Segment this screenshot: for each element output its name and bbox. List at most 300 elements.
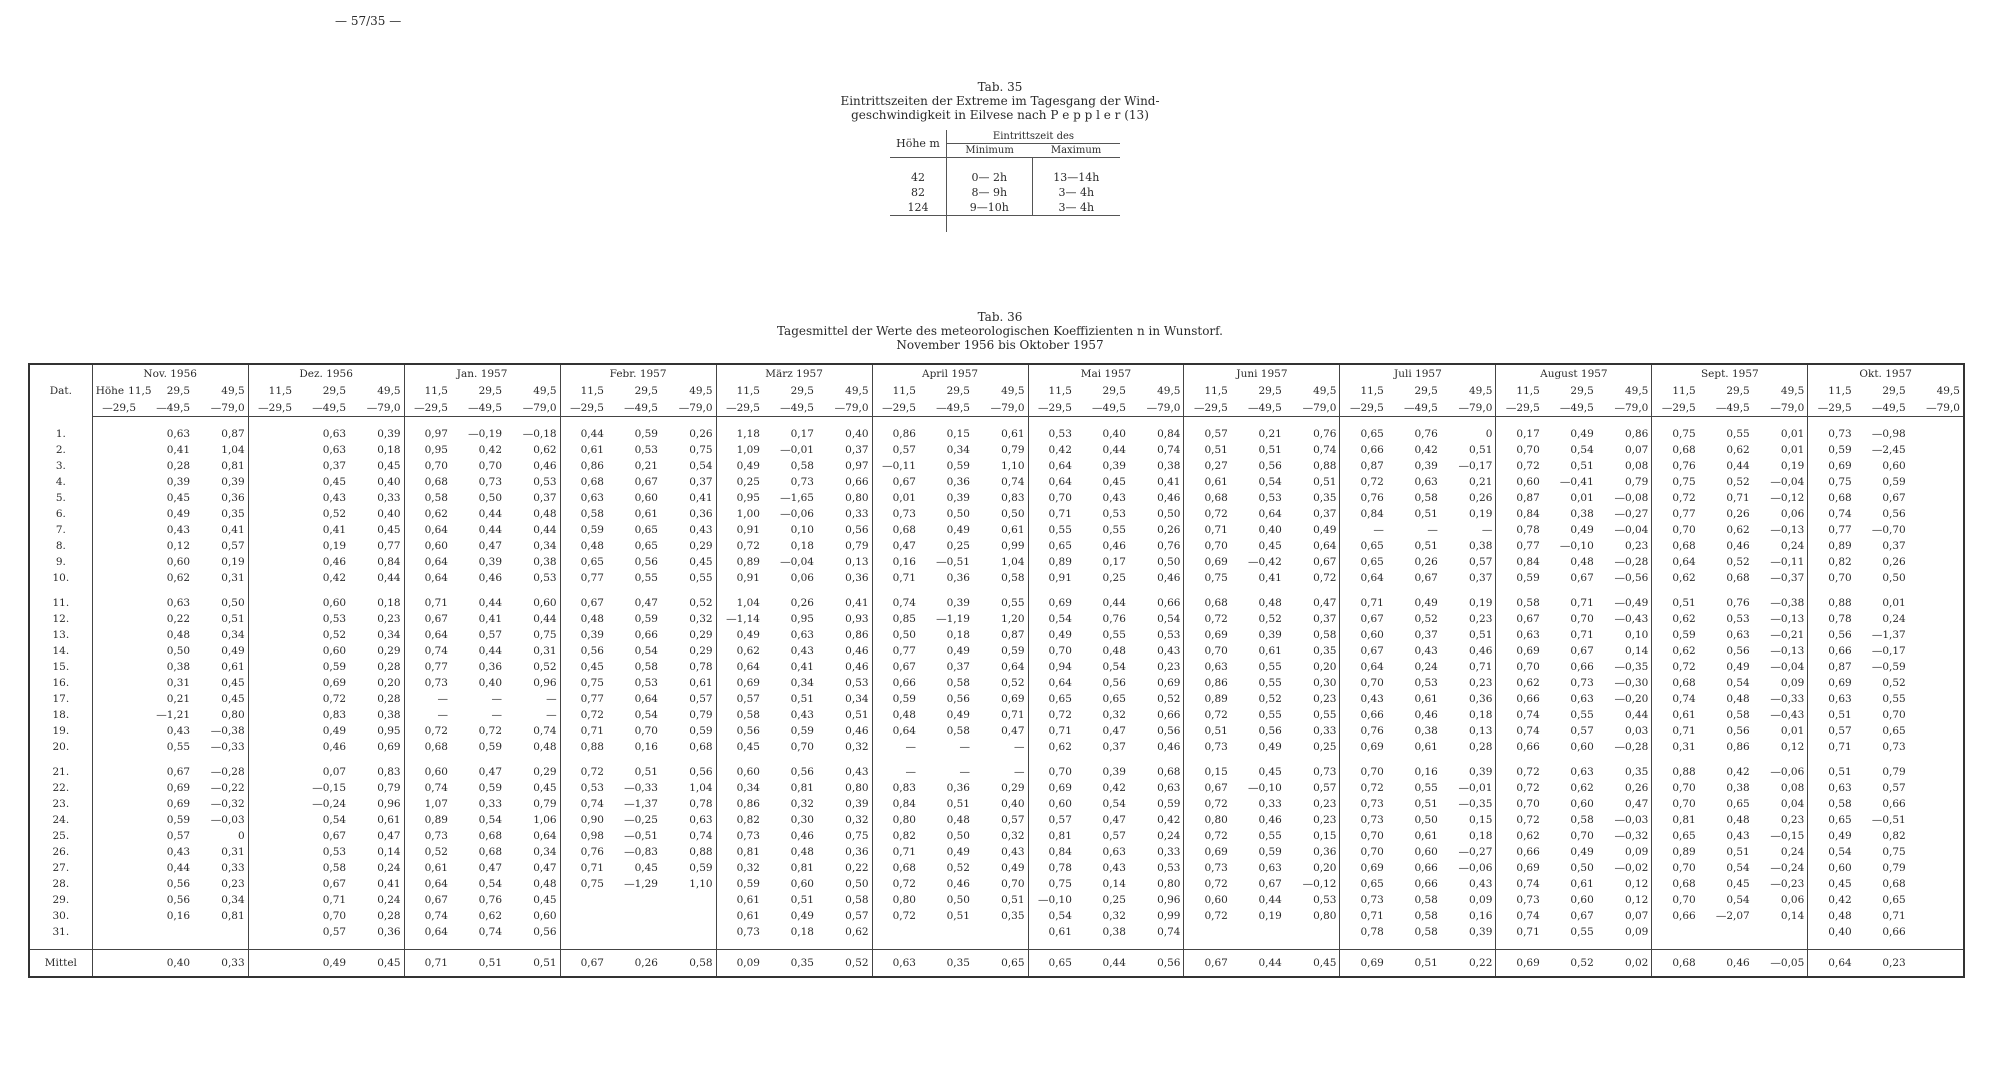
value-cell (92, 691, 139, 707)
height-bottom: —49,5 (451, 399, 505, 417)
table-row (29, 675, 1964, 691)
value-cell: 0,53 (634, 444, 658, 456)
value-cell: 0,49 (1414, 597, 1438, 609)
value-cell: 0,68 (1184, 490, 1231, 506)
value-cell: 0,98 (560, 828, 607, 844)
value-cell (248, 595, 295, 611)
value-cell: 0,61 (1652, 707, 1699, 723)
value-cell: 0,67 (1882, 492, 1906, 504)
value-cell (248, 796, 295, 812)
value-cell: 0,25 (716, 474, 763, 490)
day-label: 8. (29, 538, 92, 554)
value-cell: 0,43 (790, 645, 814, 657)
value-cell: 0,37 (1313, 508, 1337, 520)
day-label: 6. (29, 506, 92, 522)
value-cell (248, 442, 295, 458)
value-cell (1909, 739, 1964, 755)
value-cell: 0,39 (845, 798, 869, 810)
value-cell: 0,41 (790, 661, 814, 673)
value-cell: 0,72 (478, 725, 503, 737)
value-cell: 0,16 (1414, 766, 1438, 778)
tab35-table (890, 130, 1120, 232)
value-cell: 0,59 (1258, 846, 1282, 858)
value-cell: 0,55 (1258, 830, 1282, 842)
value-cell: 0,16 (166, 910, 191, 922)
table-row (29, 892, 1964, 908)
value-cell: 0,43 (322, 492, 347, 504)
value-cell: 0,62 (404, 506, 451, 522)
value-cell (248, 707, 295, 723)
value-cell: 0,65 (1808, 812, 1855, 828)
value-cell: 0,33 (1313, 725, 1337, 737)
value-cell: 0,36 (689, 508, 713, 520)
value-cell (1909, 554, 1964, 570)
value-cell: 0,48 (946, 814, 970, 826)
value-cell: 0,84 (1340, 506, 1387, 522)
value-cell: 0,45 (221, 693, 245, 705)
value-cell: 0,32 (790, 798, 814, 810)
value-cell: —0,27 (1614, 508, 1649, 520)
value-cell: 0,80 (872, 812, 919, 828)
value-cell: 0,75 (1184, 570, 1231, 586)
value-cell: 0,69 (1001, 693, 1025, 705)
value-cell: 0,81 (790, 862, 814, 874)
value-cell: —0,10 (1028, 892, 1075, 908)
value-cell: 0,24 (377, 862, 401, 874)
day-label: 19. (29, 723, 92, 739)
value-cell: 0,38 (166, 661, 191, 673)
value-cell: 0,21 (1469, 476, 1493, 488)
value-cell: 0,24 (1780, 540, 1805, 552)
value-cell: 0,69 (1028, 595, 1075, 611)
value-cell: 1,10 (1001, 460, 1025, 472)
value-cell: 0,45 (1102, 476, 1126, 488)
value-cell (1909, 860, 1964, 876)
value-cell: 0,71 (1808, 739, 1855, 755)
value-cell (248, 828, 295, 844)
value-cell: 0,37 (1882, 540, 1906, 552)
value-cell: 0,44 (1102, 597, 1126, 609)
value-cell: 0,70 (1652, 796, 1699, 812)
value-cell: 0,71 (1469, 661, 1493, 673)
value-cell: 0,67 (322, 830, 347, 842)
value-cell: 0,52 (689, 597, 713, 609)
table-row (29, 876, 1964, 892)
value-cell: 0,40 (1808, 924, 1855, 940)
value-cell: 0,59 (322, 661, 347, 673)
value-cell: 0,46 (845, 645, 869, 657)
value-cell: 0,56 (1258, 725, 1282, 737)
day-label: 23. (29, 796, 92, 812)
value-cell: 0,48 (533, 508, 557, 520)
tab35-hoehe: 82 (911, 186, 925, 199)
value-cell: 0,52 (1157, 693, 1181, 705)
value-cell: 0,24 (1780, 846, 1805, 858)
tab35-row (890, 185, 1120, 200)
value-cell: 0,34 (790, 677, 814, 689)
value-cell: 0,40 (1001, 798, 1025, 810)
value-cell: 0,52 (533, 661, 557, 673)
value-cell: 0,60 (322, 597, 347, 609)
value-cell: 0,31 (1652, 739, 1699, 755)
value-cell: 1,04 (689, 782, 713, 794)
value-cell: 0,56 (689, 766, 713, 778)
value-cell: 0,60 (1496, 474, 1543, 490)
value-cell: 0,73 (1496, 892, 1543, 908)
value-cell: 0,65 (1028, 691, 1075, 707)
value-cell: 0,58 (322, 862, 347, 874)
value-cell: 0,23 (1313, 814, 1337, 826)
value-cell (92, 812, 139, 828)
mittel-value: 0,67 (560, 950, 607, 978)
value-cell: 0,15 (1313, 830, 1337, 842)
value-cell (1909, 490, 1964, 506)
value-cell: 0,39 (1102, 460, 1126, 472)
value-cell: 0,40 (1258, 524, 1282, 536)
value-cell: 0,89 (404, 812, 451, 828)
value-cell: 0,58 (946, 725, 970, 737)
value-cell: 0,72 (1652, 490, 1699, 506)
value-cell: 0,19 (1780, 460, 1805, 472)
value-cell: 0,47 (634, 597, 658, 609)
value-cell: 0,69 (1184, 627, 1231, 643)
mittel-value: 0,51 (1387, 950, 1441, 978)
value-cell: 0,99 (1001, 540, 1025, 552)
value-cell: 0,60 (166, 556, 191, 568)
value-cell: 0,43 (790, 709, 814, 721)
value-cell: 0,57 (872, 442, 919, 458)
value-cell: 0,67 (1570, 910, 1594, 922)
value-cell (248, 643, 295, 659)
value-cell: 0,43 (1102, 862, 1126, 874)
table-row (29, 570, 1964, 586)
value-cell (1652, 924, 1699, 940)
value-cell: 0,52 (322, 629, 347, 641)
table-row (29, 522, 1964, 538)
value-cell: 0,45 (716, 739, 763, 755)
value-cell: 0,18 (377, 597, 401, 609)
value-cell: 0,35 (1313, 492, 1337, 504)
value-cell: 0,64 (1028, 458, 1075, 474)
value-cell: 0,58 (404, 490, 451, 506)
value-cell: 0,70 (1340, 844, 1387, 860)
value-cell (1909, 570, 1964, 586)
value-cell: —0,01 (780, 444, 814, 456)
value-cell: 0,82 (872, 828, 919, 844)
value-cell (248, 611, 295, 627)
mittel-value: 0,09 (716, 950, 763, 978)
value-cell: 0,48 (1808, 908, 1855, 924)
value-cell: 0,83 (1001, 492, 1025, 504)
value-cell: 0,50 (166, 645, 191, 657)
value-cell: 0,66 (1652, 908, 1699, 924)
table-row (29, 844, 1964, 860)
value-cell: 0,30 (1313, 677, 1337, 689)
value-cell: 0,60 (322, 645, 347, 657)
value-cell: 0,55 (1882, 693, 1906, 705)
value-cell: 0,45 (221, 677, 245, 689)
mittel-value (248, 950, 295, 978)
value-cell: 0,69 (1496, 643, 1543, 659)
table-row (29, 860, 1964, 876)
value-cell: 0,72 (1184, 796, 1231, 812)
value-cell: 0,66 (1570, 661, 1594, 673)
value-cell: —0,27 (1458, 846, 1493, 858)
value-cell: 0,69 (1028, 780, 1075, 796)
value-cell: 0,79 (1882, 766, 1906, 778)
value-cell: 0,28 (377, 693, 401, 705)
mittel-value: 0,67 (1184, 950, 1231, 978)
mittel-value: 0,40 (139, 950, 193, 978)
value-cell: 0,64 (716, 659, 763, 675)
value-cell: 0,66 (1882, 926, 1906, 938)
value-cell: —0,10 (1247, 782, 1282, 794)
value-cell: 0,39 (946, 492, 970, 504)
value-cell: 0,43 (1001, 846, 1025, 858)
value-cell: 0,55 (1102, 629, 1126, 641)
month-header: Febr. 1957 (560, 364, 716, 382)
table-row (29, 908, 1964, 924)
value-cell: 0,23 (221, 878, 245, 890)
value-cell: 0,44 (560, 426, 607, 442)
value-cell: 0,60 (1570, 741, 1594, 753)
value-cell: 0,67 (1258, 878, 1282, 890)
value-cell: 0,45 (377, 460, 401, 472)
value-cell: 0,63 (1570, 693, 1594, 705)
value-cell: —0,43 (1614, 613, 1649, 625)
tab35-hoehe: 124 (890, 200, 947, 216)
value-cell: 0,46 (478, 572, 503, 584)
value-cell: 0,06 (790, 572, 814, 584)
height-bottom: —49,5 (1543, 399, 1597, 417)
value-cell: 0,38 (1570, 508, 1594, 520)
value-cell: 0,56 (790, 766, 814, 778)
day-label: 5. (29, 490, 92, 506)
value-cell: 0,26 (1882, 556, 1906, 568)
value-cell: —0,22 (210, 782, 245, 794)
value-cell: 0,54 (1157, 613, 1181, 625)
value-cell: 0,63 (166, 597, 191, 609)
value-cell: 0,40 (845, 428, 869, 440)
value-cell: 0,70 (1652, 892, 1699, 908)
value-cell: 0,17 (790, 428, 814, 440)
height-top: 29,5 (1882, 384, 1906, 397)
value-cell: 1,09 (716, 442, 763, 458)
height-bottom: —29,5 (1184, 399, 1231, 417)
value-cell: 0,74 (1313, 444, 1337, 456)
height-top: 49,5 (1624, 384, 1649, 397)
value-cell (248, 522, 295, 538)
value-cell (248, 458, 295, 474)
height-top: 11,5 (1496, 382, 1543, 399)
value-cell: —0,25 (624, 814, 658, 826)
hoehe-word: Höhe (95, 384, 125, 397)
value-cell: 0,97 (404, 426, 451, 442)
value-cell: 0,87 (1001, 629, 1025, 641)
value-cell: 0,39 (377, 428, 401, 440)
value-cell: 0,29 (689, 629, 713, 641)
mittel-value: 0,71 (404, 950, 451, 978)
value-cell: 0,51 (1652, 595, 1699, 611)
value-cell: 0,43 (166, 725, 191, 737)
day-label: 31. (29, 924, 92, 940)
value-cell: 0,53 (1102, 508, 1126, 520)
value-cell: 0,32 (845, 814, 869, 826)
value-cell: 0,52 (1001, 677, 1025, 689)
value-cell: 0,73 (716, 924, 763, 940)
tab35-row (890, 170, 1120, 185)
value-cell: 0,33 (1157, 846, 1181, 858)
value-cell: —0,12 (1770, 492, 1805, 504)
value-cell: 0,15 (946, 428, 970, 440)
value-cell: 1,20 (1001, 613, 1025, 625)
value-cell (661, 908, 716, 924)
height-bottom: —29,5 (1496, 399, 1543, 417)
height-bottom: —49,5 (763, 399, 817, 417)
value-cell: 0,70 (1570, 613, 1594, 625)
mittel-value: 0,69 (1340, 950, 1387, 978)
value-cell: 0,67 (1313, 556, 1337, 568)
value-cell: 0,56 (1808, 627, 1855, 643)
value-cell: 0,63 (1414, 476, 1438, 488)
value-cell: 0,73 (716, 828, 763, 844)
tab35-max: 3— 4h (1058, 186, 1095, 199)
value-cell: 0,66 (1340, 707, 1387, 723)
value-cell: 0,67 (560, 595, 607, 611)
day-label: 17. (29, 691, 92, 707)
value-cell (872, 924, 919, 940)
value-cell: 0,89 (716, 554, 763, 570)
value-cell: 0,49 (1258, 741, 1282, 753)
value-cell: —1,37 (1871, 629, 1906, 641)
value-cell: 0,64 (1652, 554, 1699, 570)
height-top: 49,5 (221, 384, 245, 397)
value-cell: 0,23 (1157, 661, 1181, 673)
mittel-value: 0,51 (451, 950, 505, 978)
value-cell: 0,57 (1028, 812, 1075, 828)
value-cell: 0,62 (1496, 828, 1543, 844)
value-cell (248, 627, 295, 643)
value-cell: 1,04 (1001, 556, 1025, 568)
month-header: Mai 1957 (1028, 364, 1184, 382)
value-cell: 0,45 (1808, 876, 1855, 892)
value-cell: 0,34 (845, 693, 869, 705)
value-cell: 0,49 (946, 645, 970, 657)
value-cell: 0,70 (1652, 522, 1699, 538)
value-cell: 0,60 (404, 764, 451, 780)
value-cell: 0,16 (872, 554, 919, 570)
value-cell (1909, 675, 1964, 691)
value-cell: 0,53 (1157, 629, 1181, 641)
value-cell: 0,68 (1808, 490, 1855, 506)
month-header: Juni 1957 (1184, 364, 1340, 382)
value-cell: 0,38 (1469, 540, 1493, 552)
value-cell: 0,20 (1313, 661, 1337, 673)
value-cell: 0,49 (946, 709, 970, 721)
value-cell: 0,44 (1726, 460, 1750, 472)
value-cell: 0,58 (634, 661, 658, 673)
value-cell: 0,79 (1882, 862, 1906, 874)
value-cell: — (546, 709, 557, 721)
value-cell (607, 924, 661, 940)
value-cell: 0,84 (377, 556, 401, 568)
value-cell: —2,07 (1715, 910, 1750, 922)
value-cell: 0,96 (377, 798, 401, 810)
value-cell (92, 458, 139, 474)
value-cell: 0,83 (872, 780, 919, 796)
value-cell: 0,73 (1340, 796, 1387, 812)
value-cell: 0,72 (1496, 812, 1543, 828)
value-cell: 0,45 (689, 556, 713, 568)
value-cell: 0,80 (1184, 812, 1231, 828)
value-cell: 0,51 (1258, 444, 1282, 456)
value-cell: 0,77 (1652, 506, 1699, 522)
value-cell: 0,41 (845, 597, 869, 609)
value-cell: 0,63 (1808, 780, 1855, 796)
value-cell: 0,38 (533, 556, 557, 568)
value-cell: 0,69 (1340, 739, 1387, 755)
value-cell (1909, 908, 1964, 924)
tab35-hoehe-header: Höhe m (890, 130, 947, 158)
value-cell: —0,37 (1770, 572, 1805, 584)
value-cell: 0,64 (872, 723, 919, 739)
value-cell: 0,54 (322, 814, 347, 826)
value-cell: 0,35 (1001, 910, 1025, 922)
value-cell: 0,38 (1102, 926, 1126, 938)
value-cell: 0,41 (689, 492, 713, 504)
value-cell: 0,35 (1313, 645, 1337, 657)
mittel-value: 0,02 (1597, 950, 1652, 978)
value-cell: 0,68 (404, 739, 451, 755)
value-cell: 0,77 (560, 570, 607, 586)
value-cell: 0,61 (634, 508, 658, 520)
height-top: 29,5 (1726, 384, 1750, 397)
value-cell (92, 659, 139, 675)
value-cell: 0,69 (1808, 675, 1855, 691)
value-cell (248, 908, 295, 924)
day-label: 7. (29, 522, 92, 538)
value-cell: 0,32 (689, 613, 713, 625)
value-cell (560, 892, 607, 908)
value-cell: 0,44 (533, 524, 557, 536)
value-cell: 0,13 (845, 556, 869, 568)
height-bottom: —49,5 (607, 399, 661, 417)
table-row (29, 643, 1964, 659)
value-cell: 0,43 (1469, 878, 1493, 890)
value-cell: 0,66 (1340, 442, 1387, 458)
height-top: 11,5 (128, 384, 152, 397)
value-cell: 0,20 (1313, 862, 1337, 874)
value-cell: 0,66 (1808, 643, 1855, 659)
value-cell: 0,46 (845, 661, 869, 673)
height-top: 49,5 (1313, 384, 1337, 397)
value-cell: 0,71 (1340, 908, 1387, 924)
value-cell: 0,49 (1028, 627, 1075, 643)
value-cell: 0,63 (790, 629, 814, 641)
value-cell: 0,30 (790, 814, 814, 826)
value-cell: 0,51 (221, 613, 245, 625)
value-cell: 0,48 (1726, 814, 1750, 826)
value-cell: 0,08 (1624, 460, 1649, 472)
value-cell: 0,23 (1624, 540, 1649, 552)
value-cell: 0,49 (166, 508, 191, 520)
value-cell: 0,60 (716, 764, 763, 780)
value-cell: —0,83 (624, 846, 658, 858)
height-top: 29,5 (634, 384, 658, 397)
height-bottom: —79,0 (1909, 399, 1964, 417)
value-cell (973, 924, 1028, 940)
value-cell: 0,68 (1652, 876, 1699, 892)
